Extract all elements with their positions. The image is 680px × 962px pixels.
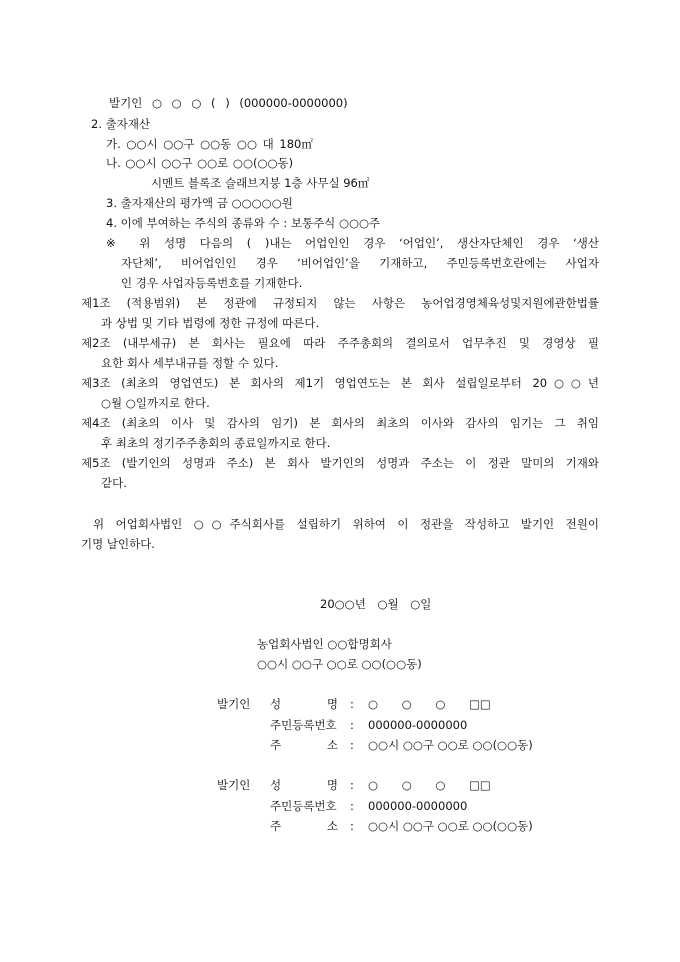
closing-line-1: 위 어업회사법인 ○○주식회사를 설립하기 위하여 이 정관을 작성하고 발기인 전원이 <box>93 517 599 531</box>
article-2-line-2: 요한 회사 세부내규를 정할 수 있다. <box>101 356 279 370</box>
note-line-3: 인 경우 사업자등록번호를 기재한다. <box>121 276 303 290</box>
article-5-line-1: 제5조 (발기인의 성명과 주소) 본 회사 발기인의 성명과 주소는 이 정관 말미의 기재와 <box>81 456 599 470</box>
document-date: 20○○년 ○월 ○일 <box>320 597 432 611</box>
signer-1-addr-key: 주 소 <box>270 738 338 752</box>
signer-1-name-colon: : <box>350 697 354 711</box>
signer-1-reg-value: 000000-0000000 <box>368 718 468 732</box>
company-address: ○○시 ○○구 ○○로 ○○(○○동) <box>257 657 422 671</box>
signer-1-addr-value: ○○시 ○○구 ○○로 ○○(○○동) <box>368 738 533 752</box>
signer-2-reg-value: 000000-0000000 <box>368 799 468 813</box>
article-1-line-2: 과 상법 및 기타 법령에 정한 규정에 따른다. <box>101 316 320 330</box>
section-2-item-ga: 가. ○○시 ○○구 ○○동 ○○ 대 180㎡ <box>106 137 313 151</box>
article-2-line-1: 제2조 (내부세규) 본 회사는 필요에 따라 주주총회의 결의로서 업무추진 및 경영상 필 <box>81 336 599 350</box>
signer-2-reg-colon: : <box>350 799 354 813</box>
section-2-item-na: 나. ○○시 ○○구 ○○로 ○○(○○동) <box>106 156 294 170</box>
signer-2-addr-key: 주 소 <box>270 819 338 833</box>
signer-2-addr-value: ○○시 ○○구 ○○로 ○○(○○동) <box>368 819 533 833</box>
note-line-2: 자단체’, 비어업인인 경우 ‘비어업인’을 기재하고, 주민등록번호란에는 사업자 <box>121 256 599 270</box>
signer-1-reg-colon: : <box>350 718 354 732</box>
article-1-line-1: 제1조 (적용범위) 본 정관에 규정되지 않는 사항은 농어업경영체육성및지원에관한법률 <box>81 296 599 310</box>
signer-2-title: 발기인 <box>217 778 251 792</box>
article-5-line-2: 같다. <box>101 476 127 490</box>
section-4-text: 4. 이에 부여하는 주식의 종류와 수 : 보통주식 ○○○주 <box>106 216 381 230</box>
signer-1-name-key: 성 명 <box>270 697 338 711</box>
article-3-line-2: ○월 ○일까지로 한다. <box>101 396 210 410</box>
signer-1-name-value: ○ ○ ○ □□ <box>368 697 491 711</box>
signer-1-title: 발기인 <box>217 697 251 711</box>
section-2-heading: 2. 출자재산 <box>91 117 151 131</box>
company-name: 농업회사법인 ○○합명회사 <box>257 637 392 651</box>
promoter-line: 발기인 ○ ○ ○ ( ) (000000-0000000) <box>109 96 348 110</box>
signer-2-name-key: 성 명 <box>270 778 338 792</box>
signer-2-name-value: ○ ○ ○ □□ <box>368 778 491 792</box>
article-4-line-1: 제4조 (최초의 이사 및 감사의 임기) 본 회사의 최초의 이사와 감사의 임기는 그 취임 <box>81 416 599 430</box>
article-3-line-1: 제3조 (최초의 영업연도) 본 회사의 제1기 영업연도는 본 회사 설립일로부터 20○○년 <box>81 376 599 390</box>
signer-2-name-colon: : <box>350 778 354 792</box>
section-2-item-na-detail: 시멘트 블록조 슬래브지붕 1층 사무실 96㎡ <box>151 176 370 190</box>
note-line-1: ※ 위 성명 다음의 ( )내는 어업인인 경우 ‘어업인’, 생산자단체인 경우 ‘생산 <box>106 236 599 250</box>
closing-line-2: 기명 날인하다. <box>81 537 155 551</box>
signer-1-reg-key: 주민등록번호 <box>270 718 337 732</box>
signer-1-addr-colon: : <box>350 738 354 752</box>
signer-2-addr-colon: : <box>350 819 354 833</box>
signer-2-reg-key: 주민등록번호 <box>270 799 337 813</box>
section-3-text: 3. 출자재산의 평가액 금 ○○○○○원 <box>106 196 293 210</box>
article-4-line-2: 후 최초의 정기주주총회의 종료일까지로 한다. <box>101 436 331 450</box>
